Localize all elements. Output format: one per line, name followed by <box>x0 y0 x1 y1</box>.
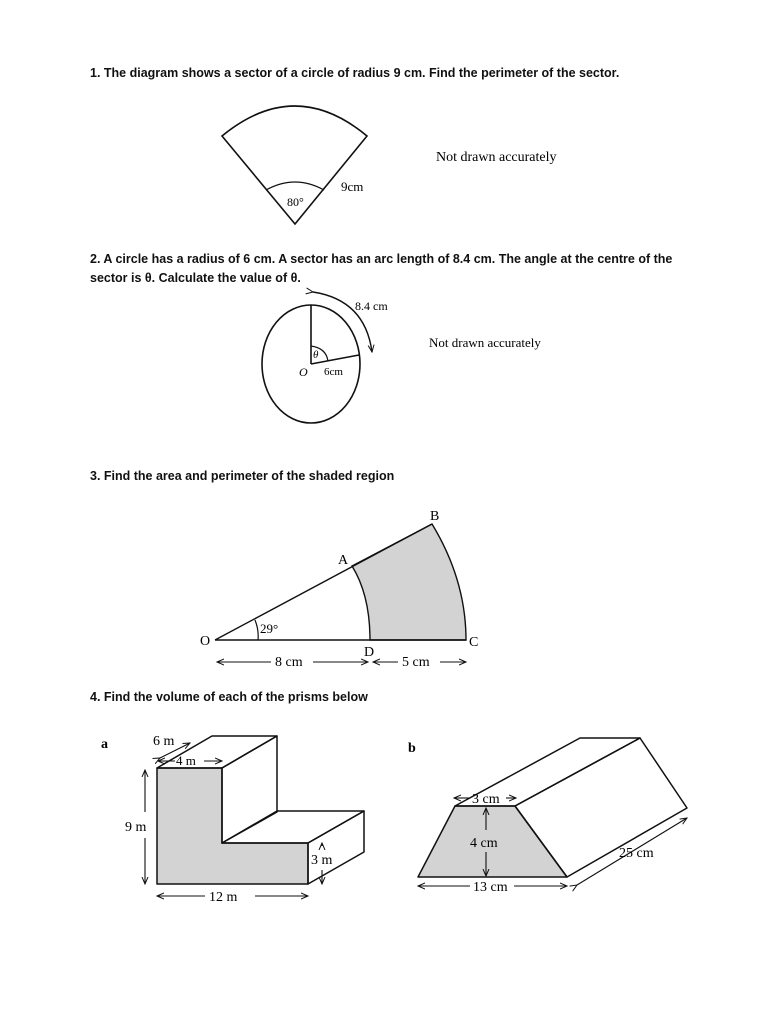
q1-not-accurate-note: Not drawn accurately <box>436 150 557 165</box>
q1-angle-arc <box>266 182 324 190</box>
q3-annulus-diagram <box>215 524 466 640</box>
q2-centre-label: O <box>299 365 308 379</box>
question-2-text: 2. A circle has a radius of 6 cm. A sector has an arc length of 8.4 cm. The angle at the centre of the sector is θ. Calculate the value of θ. <box>90 252 673 285</box>
q4b-top-width-label: 3 cm <box>472 792 500 807</box>
q3-shaded-region <box>352 524 466 640</box>
q2-arc-label: 8.4 cm <box>355 299 388 313</box>
q4a-depth-label: 6 m <box>153 734 175 749</box>
q3-label-A: A <box>338 553 349 568</box>
q4a-top-upper <box>157 736 277 768</box>
q4a-label: a <box>101 737 108 752</box>
q3-od-label: 8 cm <box>275 655 303 670</box>
q2-radius-label: 6cm <box>324 366 343 378</box>
q4b-label: b <box>408 741 416 756</box>
q4b-length-label: 25 cm <box>619 846 654 861</box>
q4a-base-width-label: 12 m <box>209 890 238 905</box>
q3-label-O: O <box>200 634 211 649</box>
q3-angle-label: 29° <box>260 621 279 636</box>
q4a-right-lower <box>308 811 364 884</box>
q3-dc-label: 5 cm <box>402 655 430 670</box>
q1-radius-label: 9cm <box>341 179 364 194</box>
q2-theta-label: θ <box>313 349 319 361</box>
q3-angle-arc <box>255 620 258 640</box>
q4a-front-face <box>157 768 308 884</box>
q1-angle-label: 80° <box>287 195 304 209</box>
q4b-base-width-label: 13 cm <box>473 880 508 895</box>
q4a-top-width-label: 4 m <box>176 753 196 768</box>
question-4-text: 4. Find the volume of each of the prisms below <box>90 690 368 704</box>
q4a-top-lower <box>222 811 364 843</box>
q3-label-D: D <box>364 645 375 660</box>
q4a-height-label: 9 m <box>125 820 147 835</box>
q2-not-accurate-note: Not drawn accurately <box>429 335 541 350</box>
question-1-text: 1. The diagram shows a sector of a circle of radius 9 cm. Find the perimeter of the sector. <box>90 66 620 80</box>
q4a-step-height-label: 3 m <box>311 853 333 868</box>
q3-label-C: C <box>469 635 479 650</box>
q4b-height-label: 4 cm <box>470 836 498 851</box>
question-3-text: 3. Find the area and perimeter of the shaded region <box>90 469 395 483</box>
q3-label-B: B <box>430 509 440 524</box>
